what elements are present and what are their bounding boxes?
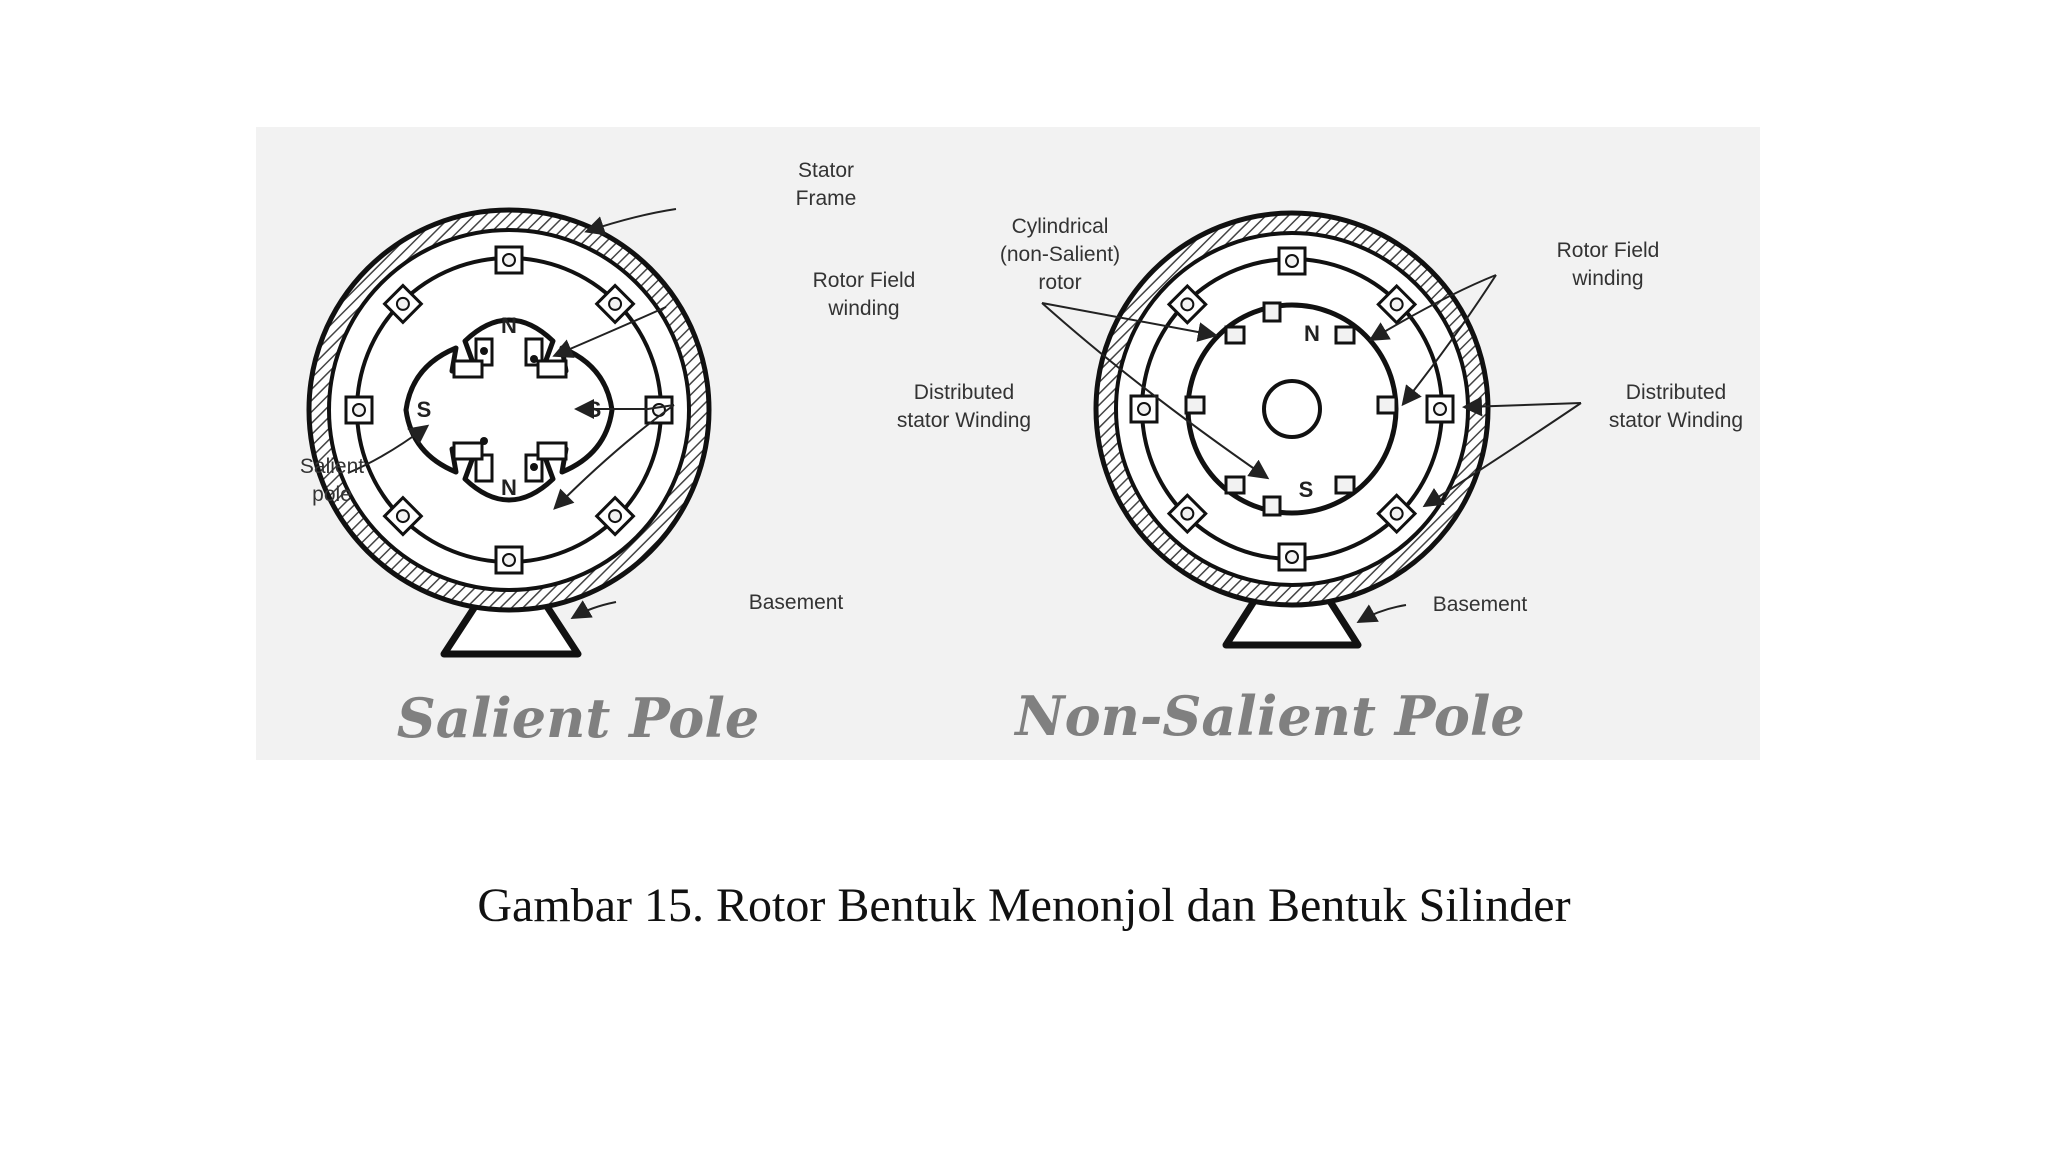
stator-conductor <box>609 298 621 310</box>
label-stator-frame-1: Stator <box>797 159 855 182</box>
stator-conductor <box>1391 298 1403 310</box>
stator-conductor <box>1391 508 1403 520</box>
label-rotor-field-right-2: winding <box>1572 267 1644 290</box>
label-basement-left: Basement <box>748 591 844 614</box>
label-cylindrical-1: Cylindrical <box>1011 215 1109 238</box>
pole-s-left: S <box>416 397 432 422</box>
pole-s-right: S <box>586 397 602 422</box>
title-salient-pole: Salient Pole <box>396 686 760 750</box>
stator-conductor <box>1434 403 1446 415</box>
pole-n-top: N <box>501 313 517 338</box>
label-distributed-1: Distributed <box>913 381 1015 404</box>
label-rotor-field-1: Rotor Field <box>812 269 916 292</box>
stator-conductor <box>1181 508 1193 520</box>
label-rotor-field-2: winding <box>828 297 900 320</box>
stator-conductor <box>397 510 409 522</box>
figure-caption: Gambar 15. Rotor Bentuk Menonjol dan Bentuk Silinder <box>477 879 1571 932</box>
label-distributed-2: stator Winding <box>896 409 1032 432</box>
label-stator-frame-2: Frame <box>795 187 857 210</box>
label-basement-right: Basement <box>1432 593 1528 616</box>
motor-diagram <box>256 127 1760 760</box>
salient-pole-motor <box>309 210 709 657</box>
stator-conductor <box>503 554 515 566</box>
shaft <box>1264 381 1320 437</box>
pole-n-bottom: N <box>501 475 517 500</box>
stator-conductor <box>1286 551 1298 563</box>
pole-s-right-bottom: S <box>1298 477 1314 502</box>
label-cylindrical-3: rotor <box>1038 271 1082 294</box>
stator-conductor <box>1286 255 1298 267</box>
stator-conductor <box>1181 298 1193 310</box>
stator-conductor <box>609 510 621 522</box>
label-cylindrical-2: (non-Salient) <box>999 243 1121 266</box>
non-salient-pole-motor <box>1096 213 1488 645</box>
label-rotor-field-right-1: Rotor Field <box>1556 239 1660 262</box>
label-distributed-right-2: stator Winding <box>1608 409 1744 432</box>
stator-conductor <box>1138 403 1150 415</box>
stator-conductor <box>503 254 515 266</box>
title-non-salient-pole: Non-Salient Pole <box>1015 684 1525 748</box>
stator-conductor <box>353 404 365 416</box>
pole-n-right: N <box>1304 321 1320 346</box>
stator-conductor <box>397 298 409 310</box>
label-salient-1: Salient <box>299 455 365 478</box>
label-distributed-right-1: Distributed <box>1625 381 1727 404</box>
label-salient-2: pole <box>312 483 352 506</box>
